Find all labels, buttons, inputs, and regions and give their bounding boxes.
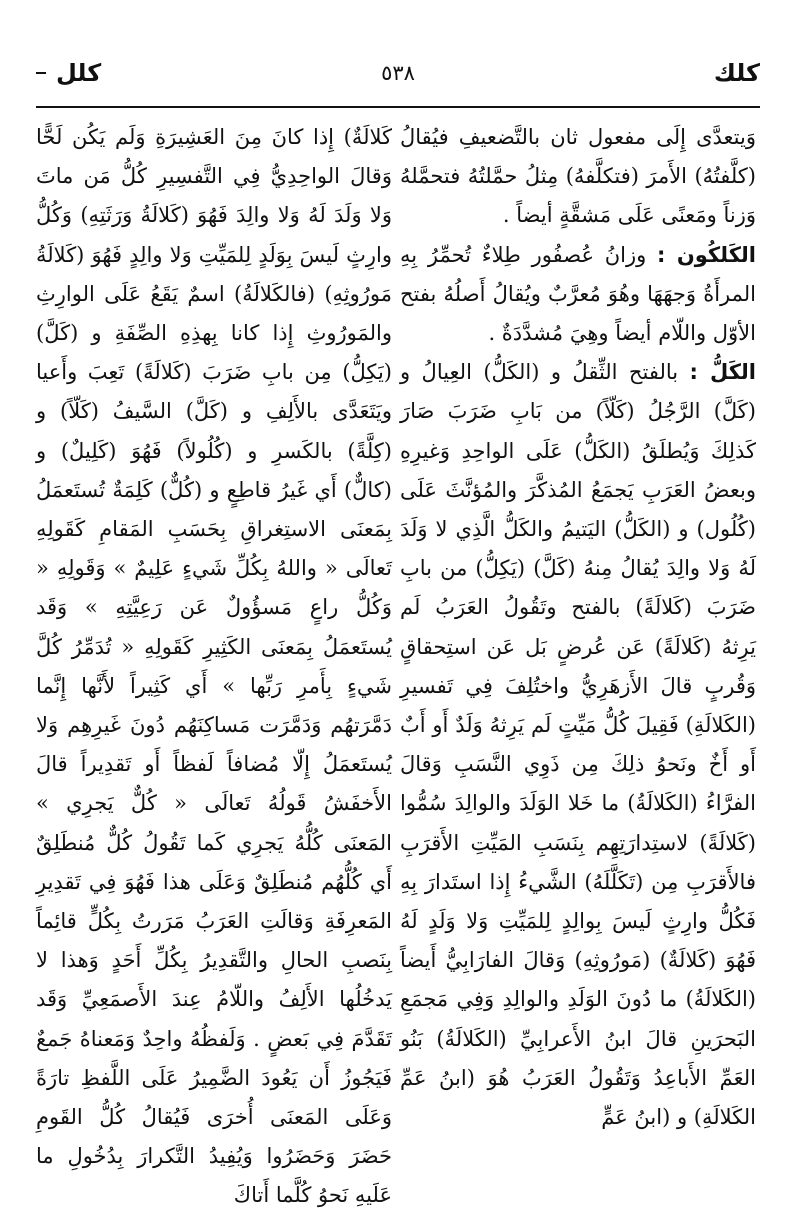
page-number: ٥٣٨ [381,61,415,85]
header-rule [36,106,760,108]
left-column [36,118,392,1208]
right-column [400,118,756,1178]
entry-text: بالفتح الثِّقلُ و (الكَلُّ) العِيالُ و (كَلَّ) الرَّجُلُ (كَلّاً) من بَابِ ضَرَبَ صَارَ كَذلِكَ وَيُطلَقُ (الكَلُّ) عَلَى الواحِدِ وَغيرِهِ وبعضُ العَرَبِ يَجمَعُ المُذكَّرَ والمُؤنَّثَ عَلَى (كُلُول) و (الكَلُّ) اليَتيمُ والكَلُّ الَّذِي لا وَلَدَ لَهُ وَلا والِدَ يُقالُ مِنهُ (كَلَّ) (يَكِلُّ) من بابِ ضَرَبَ (كَلالَةً) بالفتح وتَقُولُ العَرَبُ لَم يَرِثهُ (كَلالَةً) عَن عُرضٍ بَل عَن استِحقاقٍ وَقُربٍ قالَ الأَزهَرِيُّ واختُلِفَ فِي تَفسيرِ (الكَلالَةِ) فَقِيلَ كُلُّ مَيِّتٍ لَم يَرِثهُ وَلَدٌ أَو أَبٌ أَو أَخٌ ونَحوُ ذلِكَ مِن ذَوِي النَّسَبِ وَقالَ الفرَّاءُ (الكَلالَةُ) ما خَلا الوَلَدَ والوالِدَ سُمُّوا (كَلالَةً) لاستِدارَتِهِم بِنَسَبِ المَيِّتِ الأَقرَبِ فالأَقرَبِ مِن (تَكَلَّلَهُ) الشَّيءُ إِذا استَدارَ بِهِ فَكُلُّ وارِثٍ لَيسَ بِوالِدٍ لِلمَيِّتِ وَلا وَلَدٍ لَهُ فَهُوَ (كَلالَةٌ) (مَورُوثِهِ) وَقالَ الفارَابِيُّ أَيضاً (الكَلالَةُ) ما دُونَ الوَلَدِ والوالِدِ وَفِي مَجمَعِ البَحرَينِ قالَ ابنُ الأَعرابِيِّ (الكَلالَةُ) بَنُو العَمِّ الأَباعِدُ وَتَقُولُ العَرَبُ هُوَ (ابنُ عَمِّ الكَلالَةِ) و (ابنُ عَمٍّ [400,360,756,1130]
header-dash [36,72,46,74]
headword-right: كلك [713,59,760,87]
entry-paragraph: وَيتعدَّى إِلَى مفعول ثان بالتَّضعيفِ فيُقالُ (كلَّفتُهُ) الأَمرَ (فتكلَّفهُ) مِثلُ حمَّلتُهُ فتحمَّلهُ وَزناً ومَعنًى عَلَى مَشقَّةٍ أيضاً . [400,125,756,228]
entry-paragraph: كَلالَةٌ) إِذا كانَ مِنَ العَشِيرَةِ وَلَم يَكُن لَحًّا وَقالَ الواحِدِيُّ فِي التَّفسِيرِ كُلُّ مَن ماتَ وَلا وَلَدَ لَهُ وَلا والِدَ فَهُوَ (كَلالَةُ وَرَثَتِهِ) وَكُلُّ وارِثٍ لَيسَ بِوَلَدٍ لِلمَيِّتِ وَلا والِدٍ فَهُوَ (كَلالَةُ مَورُوثِهِ) (فالكَلالَةُ) اسمٌ يَقَعُ عَلَى الوارِثِ والمَورُوثِ إِذا كانا بِهذِهِ الصِّفَةِ و (كَلَّ) (يَكِلُّ) مِن بابِ ضَرَبَ (كَلالَةً) تَعِبَ وأَعيا ويَتَعَدَّى بالأَلِفِ و (كَلَّ) السَّيفُ (كَلّاً) و (كِلَّةً) بالكَسرِ و (كُلُولاً) فَهُوَ (كَلِيلٌ) و (كالٌّ) أَي غَيرُ قاطِعٍ و (كُلٌّ) كَلِمَةٌ تُستَعمَلُ بِمَعنَى الاستِغراقِ بِحَسَبِ المَقامِ كَقَولِهِ تَعالَى « واللهُ بِكُلِّ شَيءٍ عَلِيمٌ » وَقَولِهِ « وَكُلُّ راعٍ مَسؤُولٌ عَن رَعِيَّتِهِ » وَقَد يُستَعمَلُ بِمَعنَى الكَثِيرِ كَقَولِهِ « تُدَمِّرُ كُلَّ شَيءٍ بِأَمرِ رَبِّها » أَي كَثِيراً لأَنَّها إِنَّما دَمَّرَتهُم وَدَمَّرَت مَساكِنَهُم دُونَ غَيرِهِم وَلا يُستَعمَلُ إِلّا مُضافاً لَفظاً أَو تَقدِيراً قالَ الأَخفَشُ قَولُهُ تَعالَى « كُلٌّ يَجرِي » المَعنَى كُلُّهُ يَجرِي كَما تَقُولُ كُلٌّ مُنطَلِقٌ أَي كُلُّهُم مُنطَلِقٌ وَعَلَى هذا فَهُوَ فِي تَقدِيرِ المَعرِفَةِ وَقالَتِ العَرَبُ مَرَرتُ بِكُلٍّ قائِماً بِنَصبِ الحالِ والتَّقدِيرُ بِكُلِّ أَحَدٍ وَهذا لا يَدخُلُها الأَلِفُ واللّامُ عِندَ الأَصمَعِيِّ وَقَد تَقَدَّمَ فِي بَعضٍ . وَلَفظُهُ واحِدٌ وَمَعناهُ جَمعٌ فَيَجُوزُ أَن يَعُودَ الضَّمِيرُ عَلَى اللَّفظِ تارَةً وَعَلَى المَعنَى أُخرَى فَيُقالُ كُلُّ القَومِ حَضَرَ وَحَضَرُوا وَيُفِيدُ التَّكرارَ بِدُخُولِ ما عَلَيهِ نَحوُ كُلَّما أَتاكَ [36,125,392,1208]
entry-kalkun [400,236,756,354]
entry-term: الكَلُّ : [689,360,756,385]
entry-term: الكَلكُون : [657,242,756,267]
entry-kall [400,353,756,1137]
page-header [36,50,760,100]
headword-left: كلل [56,59,102,87]
entry-text: وزانُ عُصفُور طِلاءٌ تُحمِّرُ بِهِ المرأَةُ وَجهَهَا وهُوَ مُعرَّبٌ ويُقالُ أَصلُهُ بفتح الأوّل واللّام أيضاً وهِيَ مُشدَّدَةٌ . [400,242,756,346]
